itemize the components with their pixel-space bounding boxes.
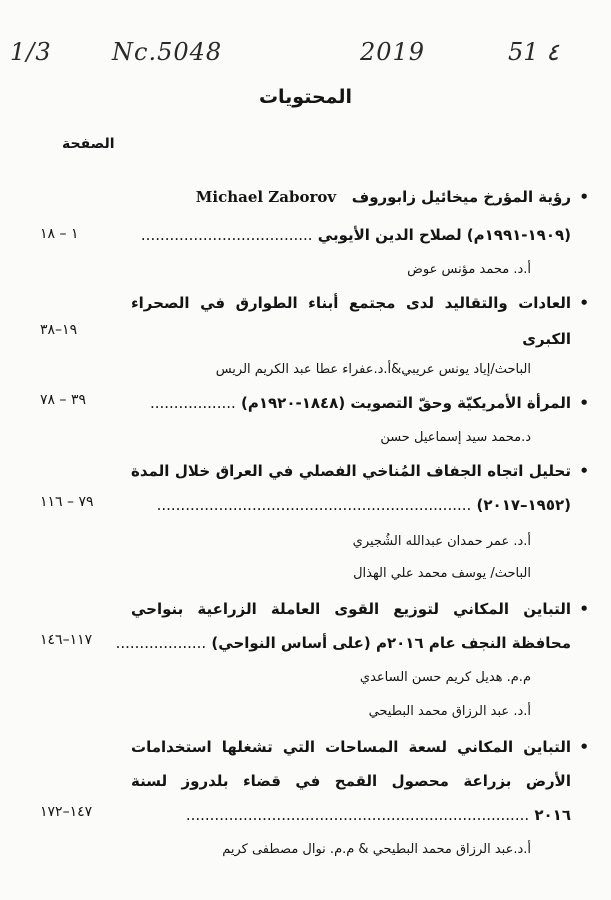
entry-4-author-1: أ.د. عمر حمدان عبدالله الشُجيري [352,534,531,549]
entry-5-author-1: م.م. هديل كريم حسن الساعدي [359,670,531,685]
entry-6-line-2: الأرض بزراعة محصول القمح في قضاء بلدروز لسنة [131,772,571,790]
entry-4-pages: ٧٩ – ١١٦ [40,494,94,510]
entry-4-line-1: • تحليل اتجاه الجفاف المُناخي الفصلي في العراق خلال المدة [131,462,571,480]
entry-5-line-1: • التباين المكاني لتوزيع القوى العاملة الزراعية بنواحي [131,600,571,618]
entry-3-pages: ٣٩ – ٧٨ [40,392,86,408]
entry-1-author: أ.د. محمد مؤنس عوض [407,262,531,277]
entry-1-latin-name: Michael Zaborov [195,188,337,206]
leader-dots: ........................................................................ [185,806,530,824]
entry-1-line-2 [131,226,571,244]
handwritten-reference: Nc.5048 [112,38,223,66]
entry-5-title-part: محافظة النجف عام ٢٠١٦م (على أساس النواحي) [211,634,571,652]
entry-3-author: د.محمد سيد إسماعيل حسن [380,430,531,445]
page-column-header: الصفحة [62,136,115,152]
handwritten-number: 51 ٤ [508,38,560,66]
handwritten-year: 2019 [360,38,426,66]
entry-1-pages: ١ – ١٨ [40,226,79,242]
page-title: المحتويات [258,86,353,108]
entry-6-title-part: ٢٠١٦ [534,806,571,824]
entry-6-pages: ١٤٧–١٧٢ [40,804,93,820]
entry-4-title-part: (١٩٥٢–٢٠١٧) [476,496,571,514]
entry-6-line-3 [131,806,571,824]
entry-6-line-1: • التباين المكاني لسعة المساحات التي تشغلها استخدامات [131,738,571,756]
entry-1-title-part: (١٩٠٩-١٩٩١م) لصلاح الدين الأيوبي [317,226,571,244]
handwritten-fraction: 1/3 [10,38,52,66]
leader-dots: ................... [115,634,207,652]
entry-5-author-2: أ.د. عبد الرزاق محمد البطيحي [368,704,531,719]
entry-2-line-1: • العادات والتقاليد لدى مجتمع أبناء الطوارق في الصحراء [131,294,571,312]
entry-1-title-part: رؤية المؤرخ ميخائيل زابوروف [351,188,571,206]
entry-2-pages: ١٩–٣٨ [40,322,78,338]
entry-5-line-2 [115,634,571,652]
entry-2-line-2: الكبرى [522,330,571,348]
entry-4-line-2 [131,496,571,514]
entry-3-title-part: المرأة الأمريكيّة وحقّ التصويت (١٨٤٨-١٩٢٠م) [241,394,571,412]
entry-3-line-1 [131,394,571,412]
leader-dots: .................................................................. [156,496,472,514]
entry-5-pages: ١١٧–١٤٦ [40,632,93,648]
leader-dots: .................. [149,394,236,412]
entry-4-author-2: الباحث/ يوسف محمد علي الهذال [353,566,531,581]
entry-1-line-1 [131,188,571,206]
leader-dots: .................................... [140,226,313,244]
entry-2-author: الباحث/إياد يونس عريبي&أ.د.عفراء عطا عبد الكريم الريس [215,362,531,377]
entry-6-author: أ.د.عبد الرزاق محمد البطيحي & م.م. نوال مصطفى كريم [222,842,531,857]
